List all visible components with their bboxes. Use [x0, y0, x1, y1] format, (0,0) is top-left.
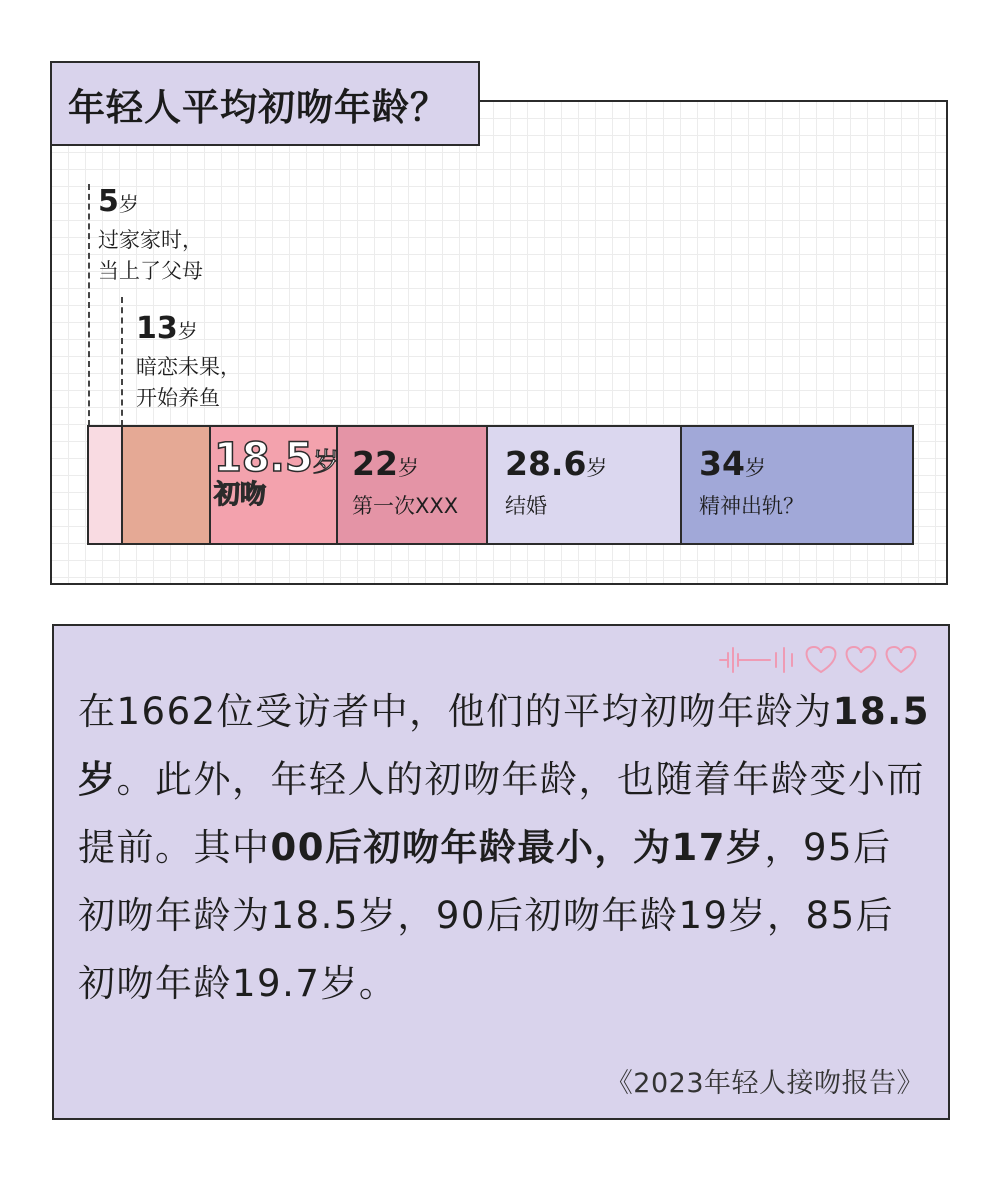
callout-desc-line: 过家家时， — [98, 228, 203, 252]
segment-label-22 — [352, 446, 458, 520]
segment-age-value: 22 — [352, 444, 398, 483]
age-unit: 岁 — [177, 319, 198, 343]
summary-text-2: 。此外，年轻人的初吻年龄，也随着年龄变小而提前。其中 — [78, 758, 925, 869]
chart-title: 年轻人平均初吻年龄？ — [68, 85, 448, 129]
source-citation: 《2023年轻人接吻报告》 — [605, 1068, 924, 1099]
segment-label-18-5 — [214, 435, 339, 510]
segment-desc: 第一次XXX — [352, 494, 459, 518]
callout-age-value: 5 — [98, 184, 119, 219]
bar-segment-13 — [122, 426, 210, 544]
segment-desc: 结婚 — [505, 494, 547, 518]
segment-label-34 — [699, 446, 804, 520]
summary-paragraph — [78, 678, 930, 1018]
age-unit: 岁 — [744, 456, 766, 480]
callout-desc-line: 开始养鱼 — [136, 386, 220, 410]
age-unit: 岁 — [397, 456, 419, 480]
callout-age-value: 13 — [136, 311, 178, 346]
summary-bold-2: 00后初吻年龄最小，为17岁 — [270, 826, 765, 869]
summary-bold-1: 18.5岁 — [78, 690, 930, 801]
segment-desc: 精神出轨？ — [699, 494, 804, 518]
callout-desc-line: 暗恋未果， — [136, 355, 241, 379]
heartbeat-hearts-icon — [718, 642, 930, 678]
bar-segment-5 — [88, 426, 122, 544]
age-unit: 岁 — [118, 192, 139, 216]
age-unit: 岁 — [312, 448, 339, 478]
age-unit: 岁 — [586, 456, 608, 480]
summary-text-3: ，95后初吻年龄为18.5岁，90后初吻年龄19岁，85后初吻年龄19.7岁。 — [78, 826, 895, 1005]
segment-age-value: 28.6 — [505, 444, 587, 483]
segment-label-28-6 — [505, 446, 607, 520]
summary-panel — [52, 624, 950, 1120]
summary-text-1: 在1662位受访者中，他们的平均初吻年龄为 — [78, 690, 833, 733]
callout-desc-line: 当上了父母 — [98, 259, 203, 283]
segment-desc: 初吻 — [214, 480, 267, 510]
segment-age-value: 18.5 — [214, 435, 313, 481]
segment-age-value: 34 — [699, 444, 745, 483]
